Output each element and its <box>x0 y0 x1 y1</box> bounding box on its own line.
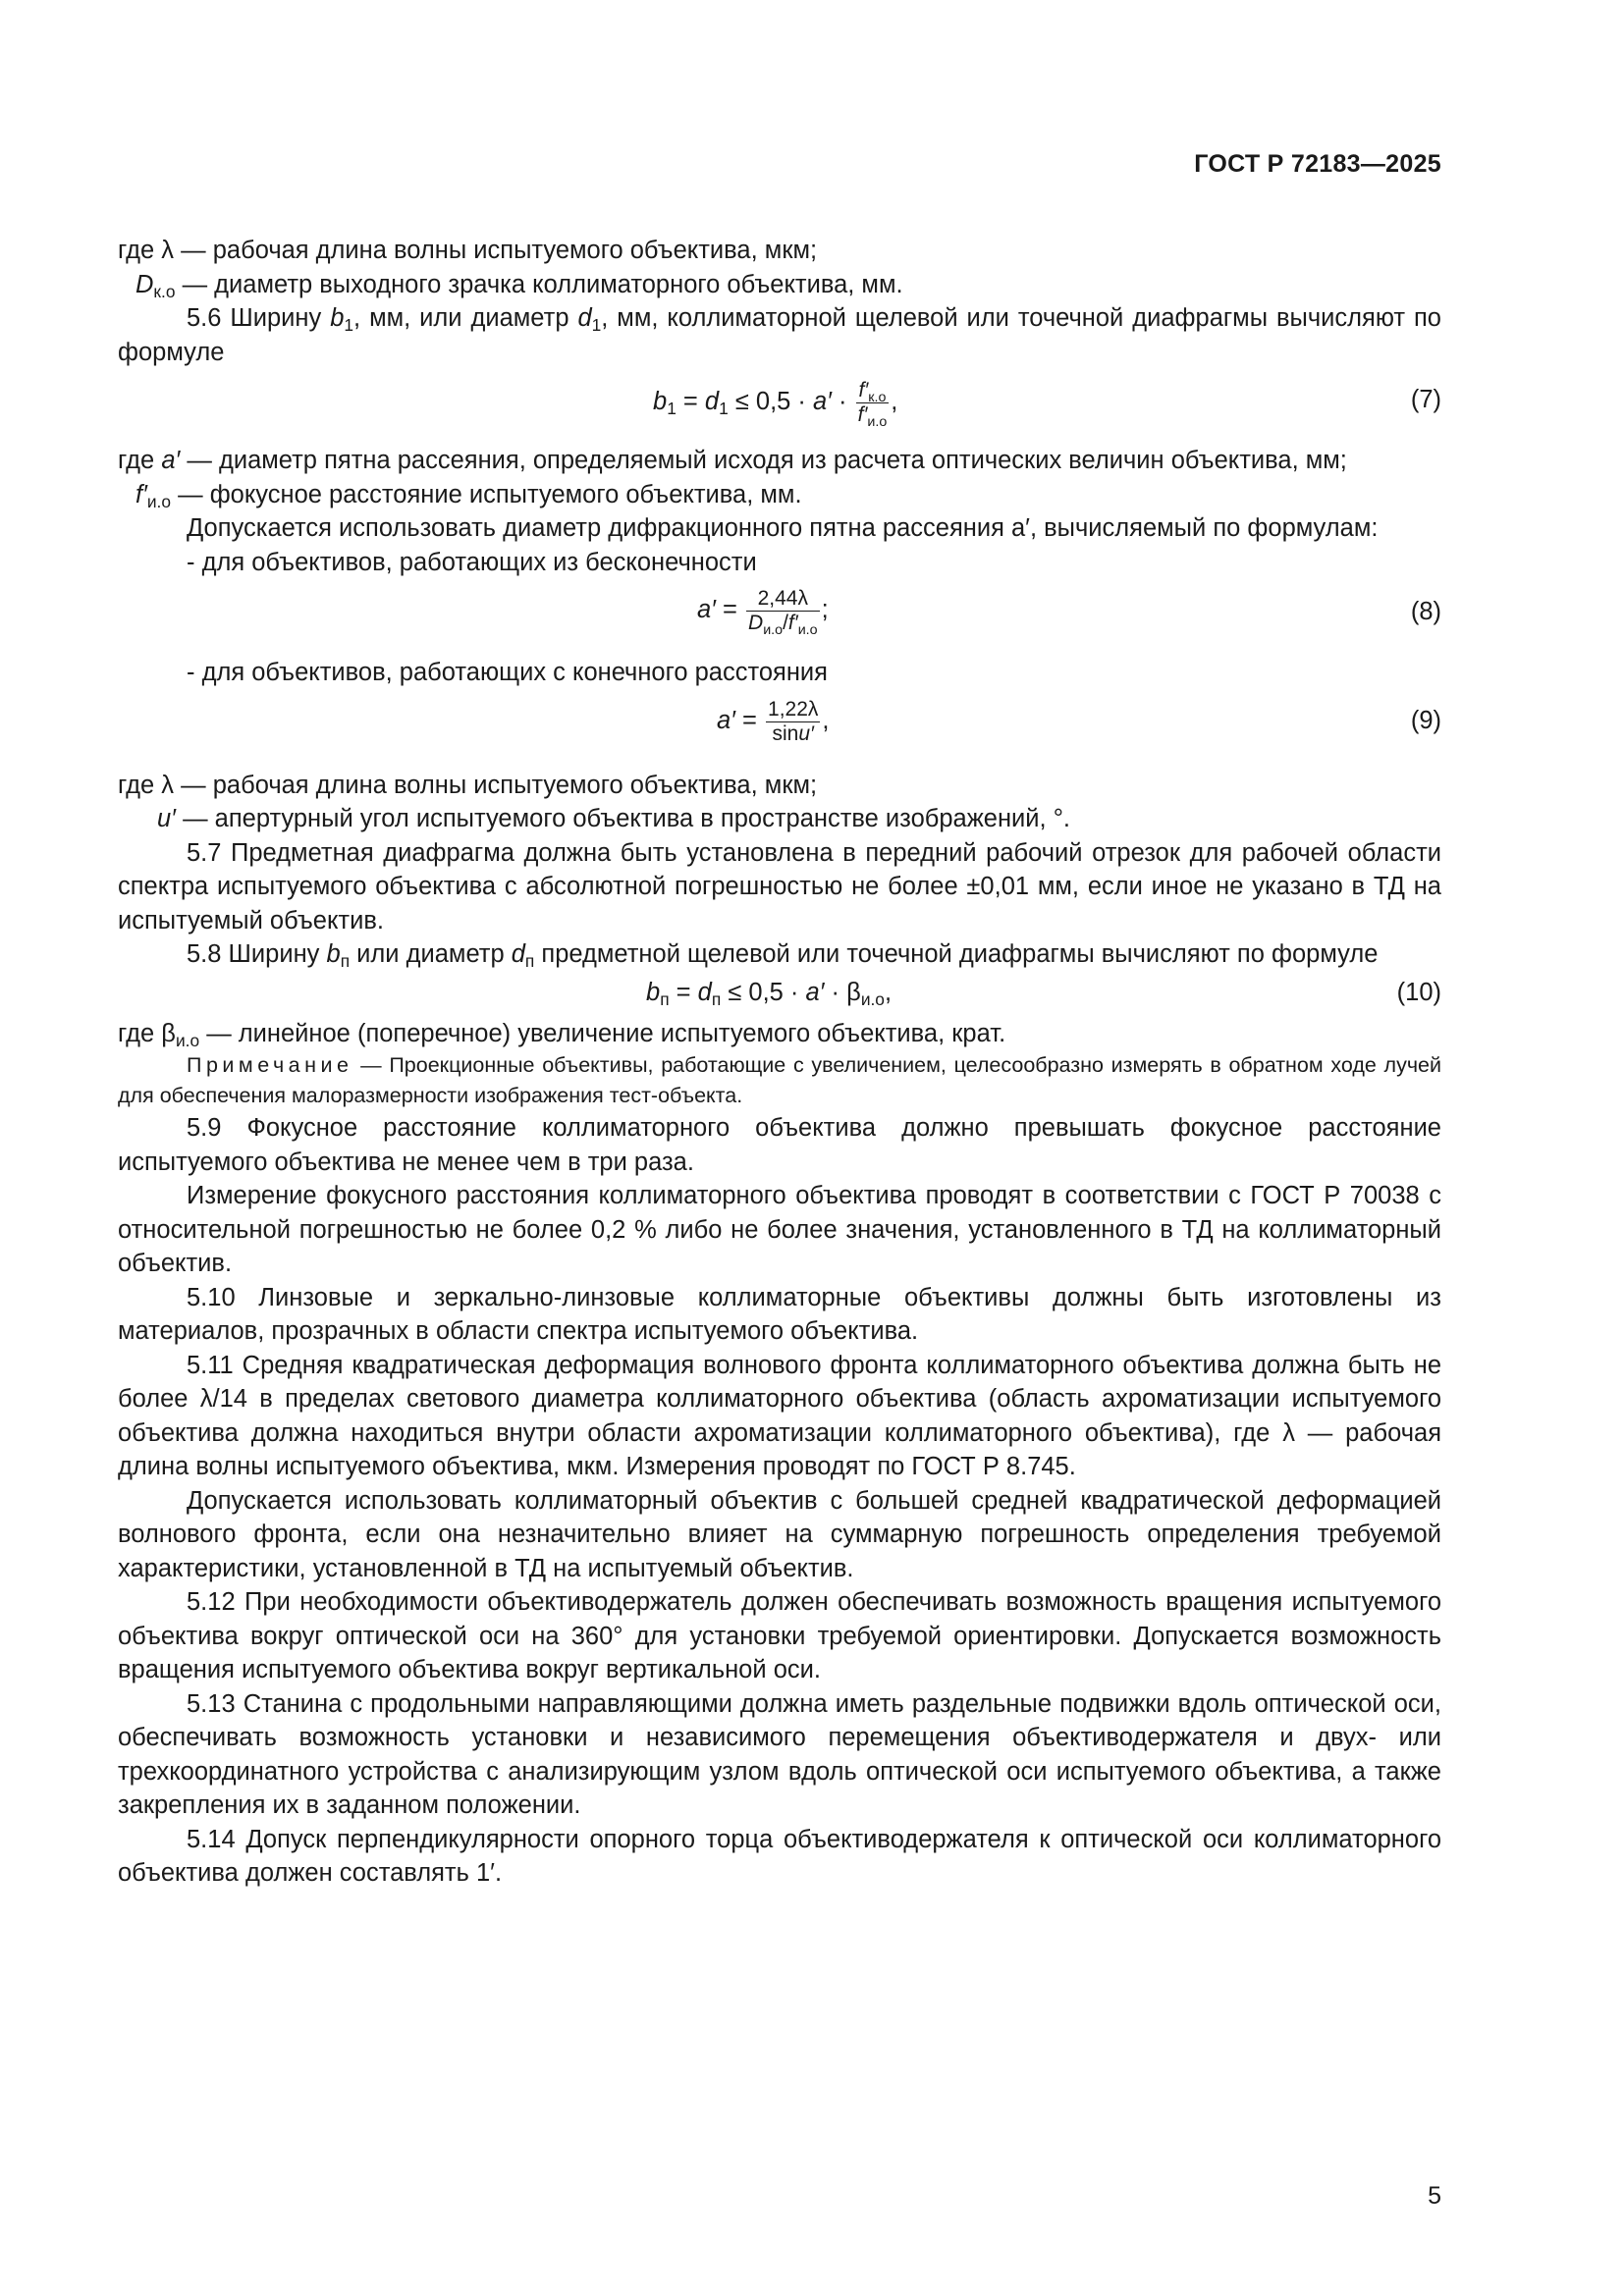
paragraph-5-14: 5.14 Допуск перпендикулярности опорного торца объективодержателя к оптической оси коллиматорного объектива должен составлять 1′. <box>118 1825 1441 1887</box>
paragraph-allowed-diffraction: Допускается использовать диаметр дифракционного пятна рассеяния a′, вычисляемый по формулам: <box>187 514 1379 542</box>
paragraph-5-7: 5.7 Предметная диафрагма должна быть установлена в передний рабочий отрезок для рабочей области спектра испытуемого объектива с абсолютной погрешностью не более ±0,01 мм, если иное не указано в ТД на испытуемый объектив. <box>118 838 1441 934</box>
where-f-line: $f'_{и.о}$ — фокусное расстояние испытуемого объектива, мм. <box>135 480 802 511</box>
formula-8-number: (8) <box>1410 598 1441 625</box>
paragraph-5-13: 5.13 Станина с продольными направляющими должна иметь раздельные подвижки вдоль оптической оси, обеспечивать возможность установки и независимого перемещения объективодержателя и двух- или трехкоординатного устройства с анализирующим узлом вдоль оптической оси испытуемого объектива, а также закрепления их в заданном положении. <box>118 1689 1441 1819</box>
where-D-line: $D_{к.о}$ — диаметр выходного зрачка коллиматорного объектива, мм. <box>135 270 903 301</box>
where-beta-line: где $\beta_{и.о}$ — линейное (поперечное) увеличение испытуемого объектива, крат. <box>118 1019 1006 1050</box>
document-header: ГОСТ Р 72183—2025 <box>1194 150 1441 178</box>
paragraph-5-9-2: Измерение фокусного расстояния коллиматорного объектива проводят в соответствии с ГОСТ Р 70038 с относительной погрешностью не более 0,2 % либо не более значения, установленного в ТД на коллиматорный объектив. <box>118 1182 1441 1277</box>
item-finite: - для объективов, работающих с конечного расстояния <box>187 659 828 686</box>
formula-7-number: (7) <box>1410 386 1441 413</box>
where-u-line: u′ — апертурный угол испытуемого объектива в пространстве изображений, °. <box>157 805 1070 832</box>
paragraph-5-8: 5.8 Ширину $b_п$ или диаметр $d_п$ предметной щелевой или точечной диафрагмы вычисляют по формуле <box>187 940 1379 971</box>
where-a-line: где a′ — диаметр пятна рассеяния, определяемый исходя из расчета оптических величин объектива, мм; <box>118 447 1347 474</box>
formula-10: $b_п = d_п \le 0,5 \cdot a' \cdot \beta_{и.о}$, (10) <box>118 972 1441 1017</box>
paragraph-5-11-2: Допускается использовать коллиматорный объектив с большей средней квадратической деформацией волнового фронта, если она незначительно влияет на суммарную погрешность определения требуемой характеристики, установленной в ТД на испытуемый объектив. <box>118 1486 1441 1582</box>
formula-9-number: (9) <box>1410 706 1441 734</box>
paragraph-5-11: 5.11 Средняя квадратическая деформация волнового фронта коллиматорного объектива должна быть не более λ/14 в пределах светового диаметра коллиматорного объектива (область ахроматизации испытуемого объектива должна находиться внутри области ахроматизации коллиматорного объектива), где λ — рабочая длина волны испытуемого объектива, мкм. Измерения проводят по ГОСТ Р 8.745. <box>118 1351 1441 1480</box>
paragraph-5-9: 5.9 Фокусное расстояние коллиматорного объектива должно превышать фокусное расстояние испытуемого объектива не менее чем в три раза. <box>118 1114 1441 1176</box>
where-lambda-line: где λ — рабочая длина волны испытуемого объектива, мкм; <box>118 237 818 264</box>
formula-7: $b_1 = d_1 \le 0,5 \cdot a'$ · $\frac{f'_{к.о}}{f'_{и.о}}$ , (7) <box>653 379 1441 430</box>
paragraph-5-6: 5.6 Ширину $b_1$, мм, или диаметр $d_1$, мм, коллиматорной щелевой или точечной диафрагмы вычисляют по формуле <box>118 304 1441 366</box>
paragraph-5-12: 5.12 При необходимости объективодержатель должен обеспечивать возможность вращения испытуемого объектива вокруг оптической оси на 360° для установки требуемой ориентировки. Допускается возможность вращения испытуемого объектива вокруг вертикальной оси. <box>118 1588 1441 1683</box>
document-page <box>118 0 1441 2296</box>
formula-10-number: (10) <box>1396 978 1441 1006</box>
where-lambda-line-2: где λ — рабочая длина волны испытуемого объектива, мкм; <box>118 771 818 799</box>
note-label: Примечание <box>187 1053 353 1077</box>
note: Примечание — Проекционные объективы, работающие с увеличением, целесообразно измерять в обратном ходе лучей для обеспечения малоразмерности изображения тест-объекта. <box>118 1053 1441 1107</box>
document-body <box>118 234 1441 1891</box>
page-number: 5 <box>1428 2182 1441 2210</box>
formula-8: a′ = $\frac{2,44\lambda}{D_{и.о}/f'_{и.о}}$ ; (8) <box>697 587 1441 638</box>
formula-9: a′ = $\frac{1,22\lambda}{\sin u'}$ , (9) <box>717 697 1441 745</box>
paragraph-5-10: 5.10 Линзовые и зеркально-линзовые коллиматорные объективы должны быть изготовлены из материалов, прозрачных в области спектра испытуемого объектива. <box>118 1283 1441 1345</box>
item-infinity: - для объективов, работающих из бесконечности <box>187 548 757 576</box>
